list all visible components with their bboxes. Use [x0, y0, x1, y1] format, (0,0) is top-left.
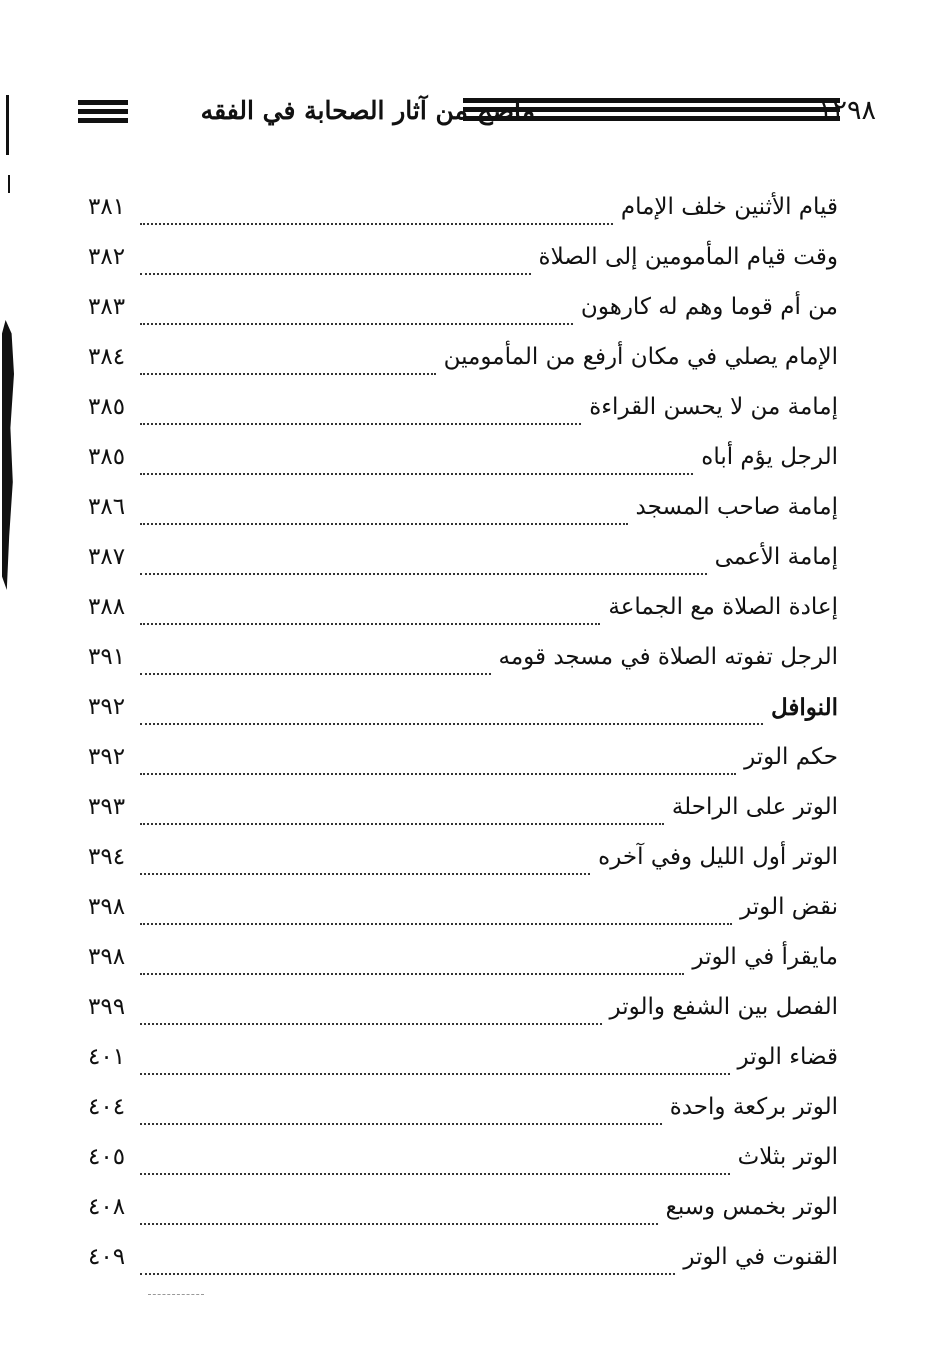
toc-entry-page: ٣٩٤	[88, 844, 126, 870]
toc-entry	[88, 432, 838, 482]
toc-entry	[88, 782, 838, 832]
toc-entry-page: ٣٩٢	[88, 744, 126, 770]
dot-leader	[140, 699, 763, 725]
toc-entry-title: الفصل بين الشفع والوتر	[609, 994, 838, 1020]
dot-leader	[140, 499, 628, 525]
toc-entry	[88, 632, 838, 682]
toc-entry	[88, 232, 838, 282]
dot-leader	[140, 799, 664, 825]
toc-entry-title: الرجل تفوته الصلاة في مسجد قومه	[498, 644, 838, 670]
toc-entry-title: نقض الوتر	[740, 894, 838, 920]
toc-entry	[88, 932, 838, 982]
toc-entry-page: ٣٨٤	[88, 344, 126, 370]
scan-edge-mark	[8, 175, 10, 193]
toc-entry	[88, 482, 838, 532]
dot-leader	[140, 349, 436, 375]
footer-mark	[148, 1294, 204, 1295]
toc-entry	[88, 732, 838, 782]
dot-leader	[140, 999, 602, 1025]
toc-entry-page: ٣٩١	[88, 644, 126, 670]
toc-entry-page: ٣٨٦	[88, 494, 126, 520]
toc-entry-page: ٤٠٥	[88, 1144, 126, 1170]
toc-entry	[88, 982, 838, 1032]
dot-leader	[140, 599, 600, 625]
dot-leader	[140, 899, 732, 925]
toc-entry-title: إمامة صاحب المسجد	[635, 494, 838, 520]
toc-entry-title: الرجل يؤم أباه	[701, 444, 838, 470]
toc-entry	[88, 182, 838, 232]
toc-entry-page: ٣٨٢	[88, 244, 126, 270]
toc-entry-title: قضاء الوتر	[737, 1044, 838, 1070]
toc-entry-page: ٣٩٨	[88, 944, 126, 970]
toc-entry-page: ٣٩٩	[88, 994, 126, 1020]
toc-entry	[88, 282, 838, 332]
toc-entry	[88, 1032, 838, 1082]
toc-entry-page: ٣٩٣	[88, 794, 126, 820]
toc-entry-title: حكم الوتر	[744, 744, 838, 770]
toc-entry-page: ٣٨٣	[88, 294, 126, 320]
toc-entry-page: ٤٠٨	[88, 1194, 126, 1220]
toc-entry-title: الوتر على الراحلة	[671, 794, 838, 820]
dot-leader	[140, 399, 581, 425]
toc-entry	[88, 682, 838, 732]
toc-entry-page: ٣٨٨	[88, 594, 126, 620]
toc-entry-title: الإمام يصلي في مكان أرفع من المأمومين	[443, 344, 838, 370]
toc-entry-title: إعادة الصلاة مع الجماعة	[608, 594, 838, 620]
toc-entry-page: ٣٨٥	[88, 394, 126, 420]
dot-leader	[140, 1149, 730, 1175]
dot-leader	[140, 1199, 658, 1225]
toc-entry-title: من أم قوما وهم له كارهون	[580, 294, 838, 320]
toc-entry-title: مايقرأ في الوتر	[692, 944, 838, 970]
dot-leader	[140, 249, 531, 275]
toc-entry	[88, 1182, 838, 1232]
toc-entry-page: ٣٨٧	[88, 544, 126, 570]
toc-entry-page: ٤٠٩	[88, 1244, 126, 1270]
book-title: ماصح من آثار الصحابة في الفقه	[200, 96, 535, 125]
dot-leader	[140, 299, 573, 325]
toc-entry	[88, 1132, 838, 1182]
dot-leader	[140, 549, 707, 575]
toc-section-heading: النوافل	[770, 693, 838, 721]
toc-entry-title: إمامة من لا يحسن القراءة	[589, 394, 838, 420]
dot-leader	[140, 199, 613, 225]
toc-entry-page: ٣٨١	[88, 194, 126, 220]
dot-leader	[140, 1049, 730, 1075]
toc-entry-title: الوتر بخمس وسبع	[665, 1194, 838, 1220]
toc-entry-title: إمامة الأعمى	[714, 544, 838, 570]
dot-leader	[140, 949, 684, 975]
toc-entry-page: ٣٨٥	[88, 444, 126, 470]
table-of-contents	[88, 182, 838, 1282]
toc-entry-page: ٤٠١	[88, 1044, 126, 1070]
toc-entry-title: الوتر بثلاث	[737, 1144, 838, 1170]
header-ornament-bars	[78, 100, 128, 124]
toc-entry	[88, 532, 838, 582]
toc-entry	[88, 332, 838, 382]
toc-entry-title: الوتر بركعة واحدة	[669, 1094, 838, 1120]
page-header	[78, 92, 876, 132]
toc-entry-title: قيام الأثنين خلف الإمام	[620, 194, 838, 220]
toc-entry	[88, 1232, 838, 1282]
dot-leader	[140, 1099, 662, 1125]
dot-leader	[140, 1249, 675, 1275]
page-number: ١٢٩٨	[817, 95, 876, 126]
toc-entry-page: ٣٩٢	[88, 694, 126, 720]
dot-leader	[140, 649, 491, 675]
dot-leader	[140, 449, 693, 475]
toc-entry-title: الوتر أول الليل وفي آخره	[598, 844, 838, 870]
dot-leader	[140, 749, 736, 775]
scan-edge-mark	[6, 95, 9, 155]
dot-leader	[140, 849, 590, 875]
toc-entry	[88, 882, 838, 932]
toc-entry	[88, 1082, 838, 1132]
toc-entry-title: القنوت في الوتر	[683, 1244, 838, 1270]
scan-edge-mark	[2, 320, 14, 590]
toc-entry-page: ٣٩٨	[88, 894, 126, 920]
toc-entry-page: ٤٠٤	[88, 1094, 126, 1120]
toc-entry	[88, 382, 838, 432]
toc-entry	[88, 832, 838, 882]
toc-entry-title: وقت قيام المأمومين إلى الصلاة	[538, 244, 838, 270]
toc-entry	[88, 582, 838, 632]
